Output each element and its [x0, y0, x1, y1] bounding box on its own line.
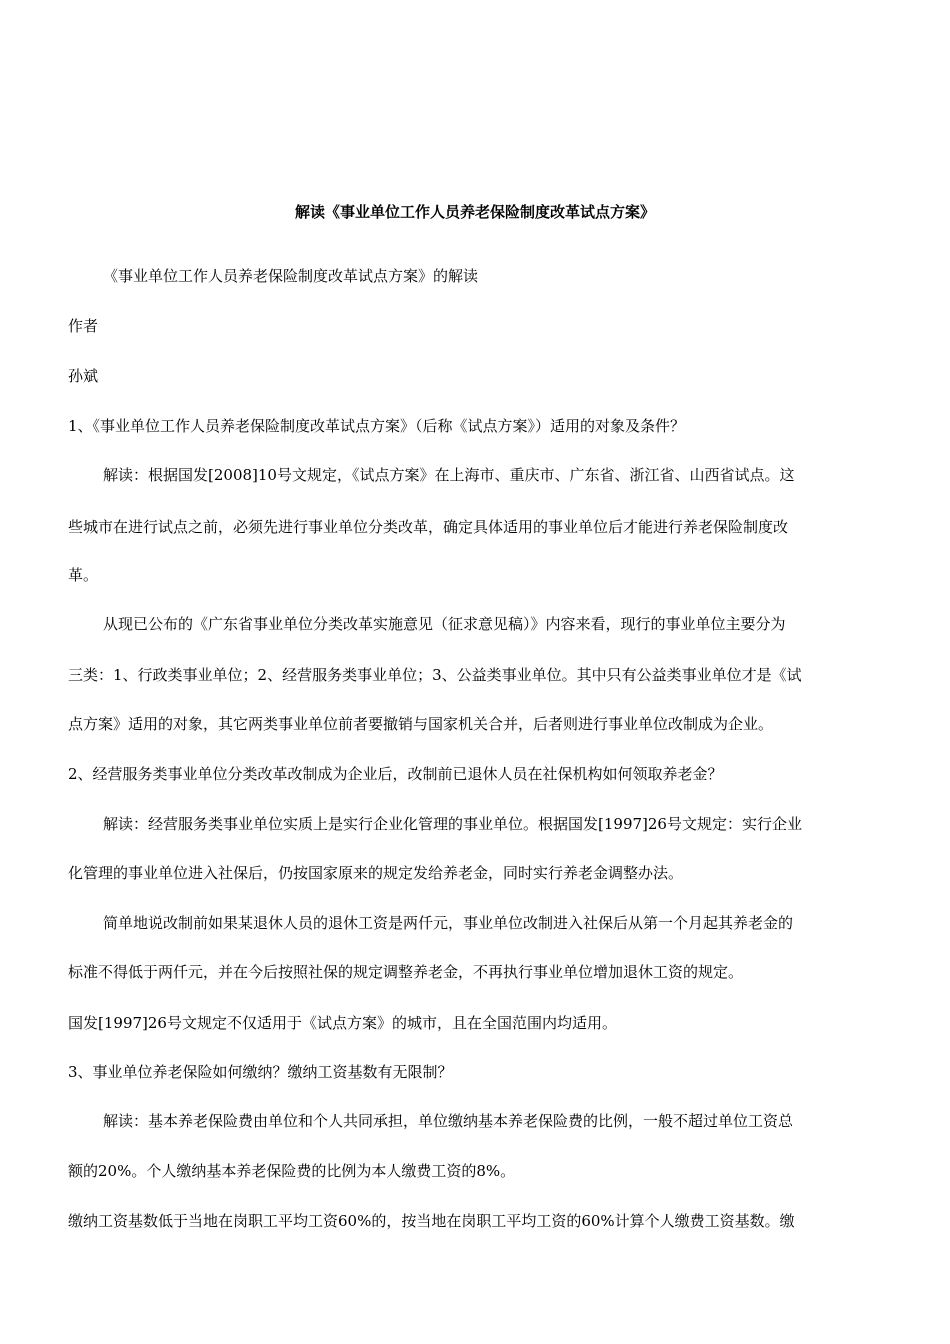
- author-name: 孙斌: [68, 367, 99, 385]
- author-label: 作者: [68, 317, 99, 335]
- paragraph-line: 解读：根据国发[2008]10号文规定，《试点方案》在上海市、重庆市、广东省、浙江省、山西省试点。这: [103, 466, 795, 484]
- paragraph-line: 解读：基本养老保险费由单位和个人共同承担，单位缴纳基本养老保险费的比例，一般不超过单位工资总: [103, 1112, 794, 1130]
- paragraph-line: 三类：1、行政类事业单位；2、经营服务类事业单位；3、公益类事业单位。其中只有公益类事业单位才是《试: [68, 666, 802, 684]
- paragraph-line: 点方案》适用的对象，其它两类事业单位前者要撤销与国家机关合并，后者则进行事业单位改制成为企业。: [68, 715, 774, 733]
- paragraph-line: 从现已公布的《广东省事业单位分类改革实施意见（征求意见稿）》内容来看，现行的事业单位主要分为: [103, 615, 786, 633]
- question-1: 1、《事业单位工作人员养老保险制度改革试点方案》（后称《试点方案》）适用的对象及条件？: [68, 417, 686, 435]
- paragraph-line: 革。: [68, 566, 99, 584]
- paragraph-line: 化管理的事业单位进入社保后，仍按国家原来的规定发给养老金，同时实行养老金调整办法。: [68, 864, 684, 882]
- question-3: 3、事业单位养老保险如何缴纳？缴纳工资基数有无限制？: [68, 1063, 453, 1081]
- paragraph-line: 标准不得低于两仟元，并在今后按照社保的规定调整养老金，不再执行事业单位增加退休工资的规定。: [68, 963, 744, 981]
- paragraph-line: 额的20%。个人缴纳基本养老保险费的比例为本人缴费工资的8%。: [68, 1162, 516, 1180]
- document-subtitle: 《事业单位工作人员养老保险制度改革试点方案》的解读: [103, 267, 479, 285]
- paragraph-line: 简单地说改制前如果某退休人员的退休工资是两仟元，事业单位改制进入社保后从第一个月起其养老金的: [103, 914, 794, 932]
- document-title: 解读《事业单位工作人员养老保险制度改革试点方案》: [294, 203, 655, 221]
- paragraph-line: 些城市在进行试点之前，必须先进行事业单位分类改革，确定具体适用的事业单位后才能进行养老保险制度改: [68, 518, 789, 536]
- question-2: 2、经营服务类事业单位分类改革改制成为企业后，改制前已退休人员在社保机构如何领取养老金？: [68, 765, 723, 783]
- paragraph-line: 缴纳工资基数低于当地在岗职工平均工资60%的，按当地在岗职工平均工资的60%计算个人缴费工资基数。缴: [68, 1212, 795, 1230]
- paragraph-line: 解读：经营服务类事业单位实质上是实行企业化管理的事业单位。根据国发[1997]26号文规定：实行企业: [103, 815, 802, 833]
- paragraph-line: 国发[1997]26号文规定不仅适用于《试点方案》的城市，且在全国范围内均适用。: [68, 1014, 617, 1032]
